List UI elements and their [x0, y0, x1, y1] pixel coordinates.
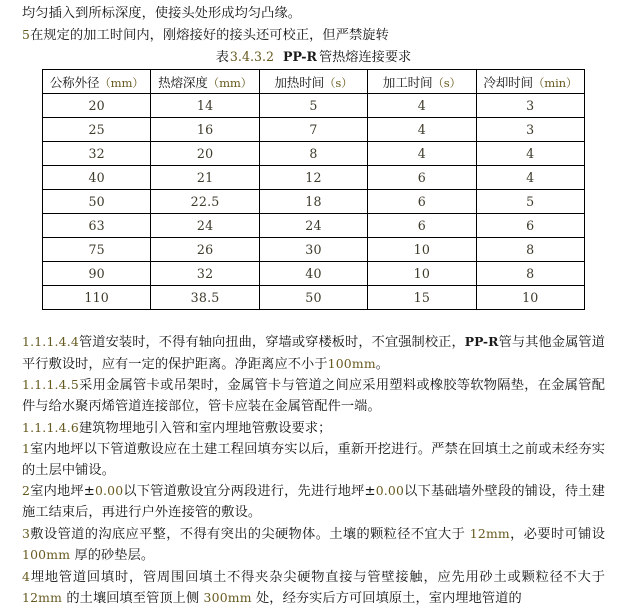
- cell-fusion-depth: 21: [151, 166, 259, 190]
- ppr-label: PP-R: [464, 334, 499, 350]
- elevation-value: 0.00: [375, 483, 405, 499]
- table-row: [43, 94, 585, 118]
- cell-heating-time: 18: [259, 190, 367, 214]
- clause-number: 1.1.1.4.5: [22, 377, 79, 393]
- cell-cooling-time: 3: [476, 118, 584, 142]
- table-caption-product: PP-R: [282, 49, 317, 65]
- item-text-part: 的土壤回填至管顶上侧: [62, 591, 204, 607]
- table-caption: [22, 47, 605, 67]
- cell-fusion-depth: 24: [151, 214, 259, 238]
- item-number: 3: [22, 525, 31, 541]
- table-head: [43, 70, 585, 94]
- cell-heating-time: 30: [259, 238, 367, 262]
- measurement-value: 100mm: [22, 547, 71, 563]
- intro-line-2-text: 在规定的加工时间内，刚熔接好的接头还可校正，但严禁旋转: [30, 27, 389, 43]
- column-header-fusion-depth-label: 热熔深度: [158, 75, 208, 91]
- cell-cooling-time: 8: [476, 238, 584, 262]
- elevation-value: 0.00: [94, 483, 124, 499]
- measurement-value: 12mm: [469, 525, 510, 541]
- column-header-heating-time-unit: （s）: [323, 76, 353, 91]
- column-header-heating-time-label: 加热时间: [274, 75, 324, 91]
- table-bottom-spacer: [22, 310, 605, 332]
- table-header-row: [43, 70, 585, 94]
- cell-nominal-diameter: 110: [43, 286, 151, 310]
- cell-cooling-time: 5: [476, 190, 584, 214]
- item-text-part: 室内地坪±: [30, 484, 95, 500]
- cell-heating-time: 24: [259, 214, 367, 238]
- item-4: [22, 567, 605, 610]
- cell-fusion-depth: 26: [151, 238, 259, 262]
- cell-fusion-depth: 22.5: [151, 190, 259, 214]
- cell-nominal-diameter: 63: [43, 214, 151, 238]
- cell-heating-time: 12: [259, 166, 367, 190]
- clause-text-part: 采用金属管卡或吊架时，金属管卡与管道之间应采用塑料或橡胶等软物隔垫，在金属管配件与给水聚丙烯管道连接部位，管卡应装在金属管配件一端。: [22, 378, 605, 414]
- table-row: [43, 190, 585, 214]
- table-row: [43, 262, 585, 286]
- intro-line-1: 均匀插入到所标深度，使接头处形成均匀凸缘。: [22, 6, 302, 21]
- table-row: [43, 238, 585, 262]
- cell-fusion-depth: 20: [151, 142, 259, 166]
- cell-heating-time: 8: [259, 142, 367, 166]
- cell-fusion-depth: 38.5: [151, 286, 259, 310]
- table-row: [43, 286, 585, 310]
- cell-heating-time: 40: [259, 262, 367, 286]
- item-2: [22, 481, 605, 523]
- cell-fusion-depth: 14: [151, 94, 259, 118]
- item-3: [22, 524, 605, 567]
- clause-1-1-1-4-4: [22, 332, 605, 375]
- measurement-value: 12mm: [22, 590, 63, 606]
- table-body: [43, 94, 585, 310]
- column-header-fusion-depth: [151, 70, 259, 94]
- cell-heating-time: 50: [259, 286, 367, 310]
- table-caption-suffix: 管热熔连接要求: [318, 50, 412, 66]
- item-text-part: 敷设管道的沟底应平整，不得有突出的尖硬物体。土壤的颗粒径不宜大于: [30, 526, 470, 542]
- column-header-nominal-diameter: [43, 70, 151, 94]
- clause-1-1-1-4-5: [22, 375, 605, 417]
- cell-cooling-time: 4: [476, 142, 584, 166]
- item-number: 1: [22, 441, 31, 457]
- cell-cooling-time: 8: [476, 262, 584, 286]
- clause-1-1-1-4-6: [22, 418, 605, 440]
- column-header-heating-time: [259, 70, 367, 94]
- cell-nominal-diameter: 75: [43, 238, 151, 262]
- column-header-fusion-depth-unit: （mm）: [207, 76, 253, 91]
- table-row: [43, 166, 585, 190]
- table-row: [43, 118, 585, 142]
- cell-fusion-depth: 16: [151, 118, 259, 142]
- intro-line-2: [22, 25, 605, 47]
- cell-cooling-time: 4: [476, 166, 584, 190]
- cell-working-time: 4: [368, 118, 476, 142]
- cell-working-time: 6: [368, 166, 476, 190]
- item-text-part: 以下基础墙外壁段的铺设，待土建施工结束后，再进行户外连接管的敷设。: [22, 484, 605, 520]
- item-text-part: 厚的砂垫层。: [70, 548, 155, 564]
- column-header-cooling-time-label: 冷却时间: [483, 75, 533, 91]
- item-text-part: 室内地坪以下管道敷设应在土建工程回填夯实以后，重新开挖进行。严禁在回填土之前或未经夯实的土层中铺设。: [22, 442, 605, 478]
- cell-nominal-diameter: 40: [43, 166, 151, 190]
- table-caption-prefix: 表: [215, 50, 229, 66]
- clause-text-part: 管道安装时，不得有轴向扭曲，穿墙或穿楼板时，不宜强制校正，: [78, 335, 465, 351]
- cell-working-time: 4: [368, 142, 476, 166]
- cell-nominal-diameter: 32: [43, 142, 151, 166]
- cell-working-time: 15: [368, 286, 476, 310]
- item-text-part: ，必要时可铺设: [509, 526, 605, 542]
- item-text-part: 处，经夯实后方可回填原土，室内埋地管道的: [251, 591, 522, 607]
- cell-nominal-diameter: 25: [43, 118, 151, 142]
- column-header-nominal-diameter-label: 公称外径: [49, 75, 100, 91]
- measurement-value: 100mm: [327, 355, 376, 371]
- clause-text-part: 建筑物埋地引入管和室内埋地管敷设要求；: [78, 420, 332, 436]
- table-row: [43, 142, 585, 166]
- cell-nominal-diameter: 50: [43, 190, 151, 214]
- cell-nominal-diameter: 90: [43, 262, 151, 286]
- ppr-welding-spec-table: [42, 69, 585, 310]
- item-text-part: 埋地管道回填时，管周围回填土不得夹杂尖硬物直接与管壁接触，应先用砂土或颗粒径不大于: [30, 569, 605, 585]
- cell-cooling-time: 3: [476, 94, 584, 118]
- table-row: [43, 214, 585, 238]
- cell-heating-time: 5: [259, 94, 367, 118]
- cell-working-time: 6: [368, 190, 476, 214]
- item-number: 4: [22, 568, 31, 584]
- cell-nominal-diameter: 20: [43, 94, 151, 118]
- clause-number: 1.1.1.4.6: [22, 419, 79, 435]
- item-text-part: 以下管道敷设宜分两段进行，先进行地坪±: [123, 484, 376, 500]
- clause-number: 1.1.1.4.4: [22, 334, 79, 350]
- cell-working-time: 4: [368, 94, 476, 118]
- column-header-working-time-label: 加工时间: [382, 75, 433, 91]
- clause-text-part: 管与其他金属管道平行敷设时，应有一定的保护距离。净距离应不小于: [22, 335, 605, 372]
- table-caption-number: 3.4.3.2: [229, 49, 274, 65]
- clause-text-part: 。: [375, 356, 390, 372]
- column-header-working-time-unit: （s）: [432, 76, 461, 91]
- cell-working-time: 6: [368, 214, 476, 238]
- cell-heating-time: 7: [259, 118, 367, 142]
- cell-working-time: 10: [368, 238, 476, 262]
- item-number: 2: [22, 483, 31, 499]
- item-1: [22, 439, 605, 481]
- intro-line-2-marker: 5: [22, 26, 31, 42]
- column-header-cooling-time-unit: （min）: [532, 76, 578, 91]
- cell-fusion-depth: 32: [151, 262, 259, 286]
- column-header-cooling-time: [476, 70, 584, 94]
- column-header-nominal-diameter-unit: （mm）: [99, 76, 144, 91]
- cell-cooling-time: 6: [476, 214, 584, 238]
- cell-working-time: 10: [368, 262, 476, 286]
- cell-cooling-time: 10: [476, 286, 584, 310]
- measurement-value: 300mm: [203, 590, 252, 606]
- column-header-working-time: [368, 70, 476, 94]
